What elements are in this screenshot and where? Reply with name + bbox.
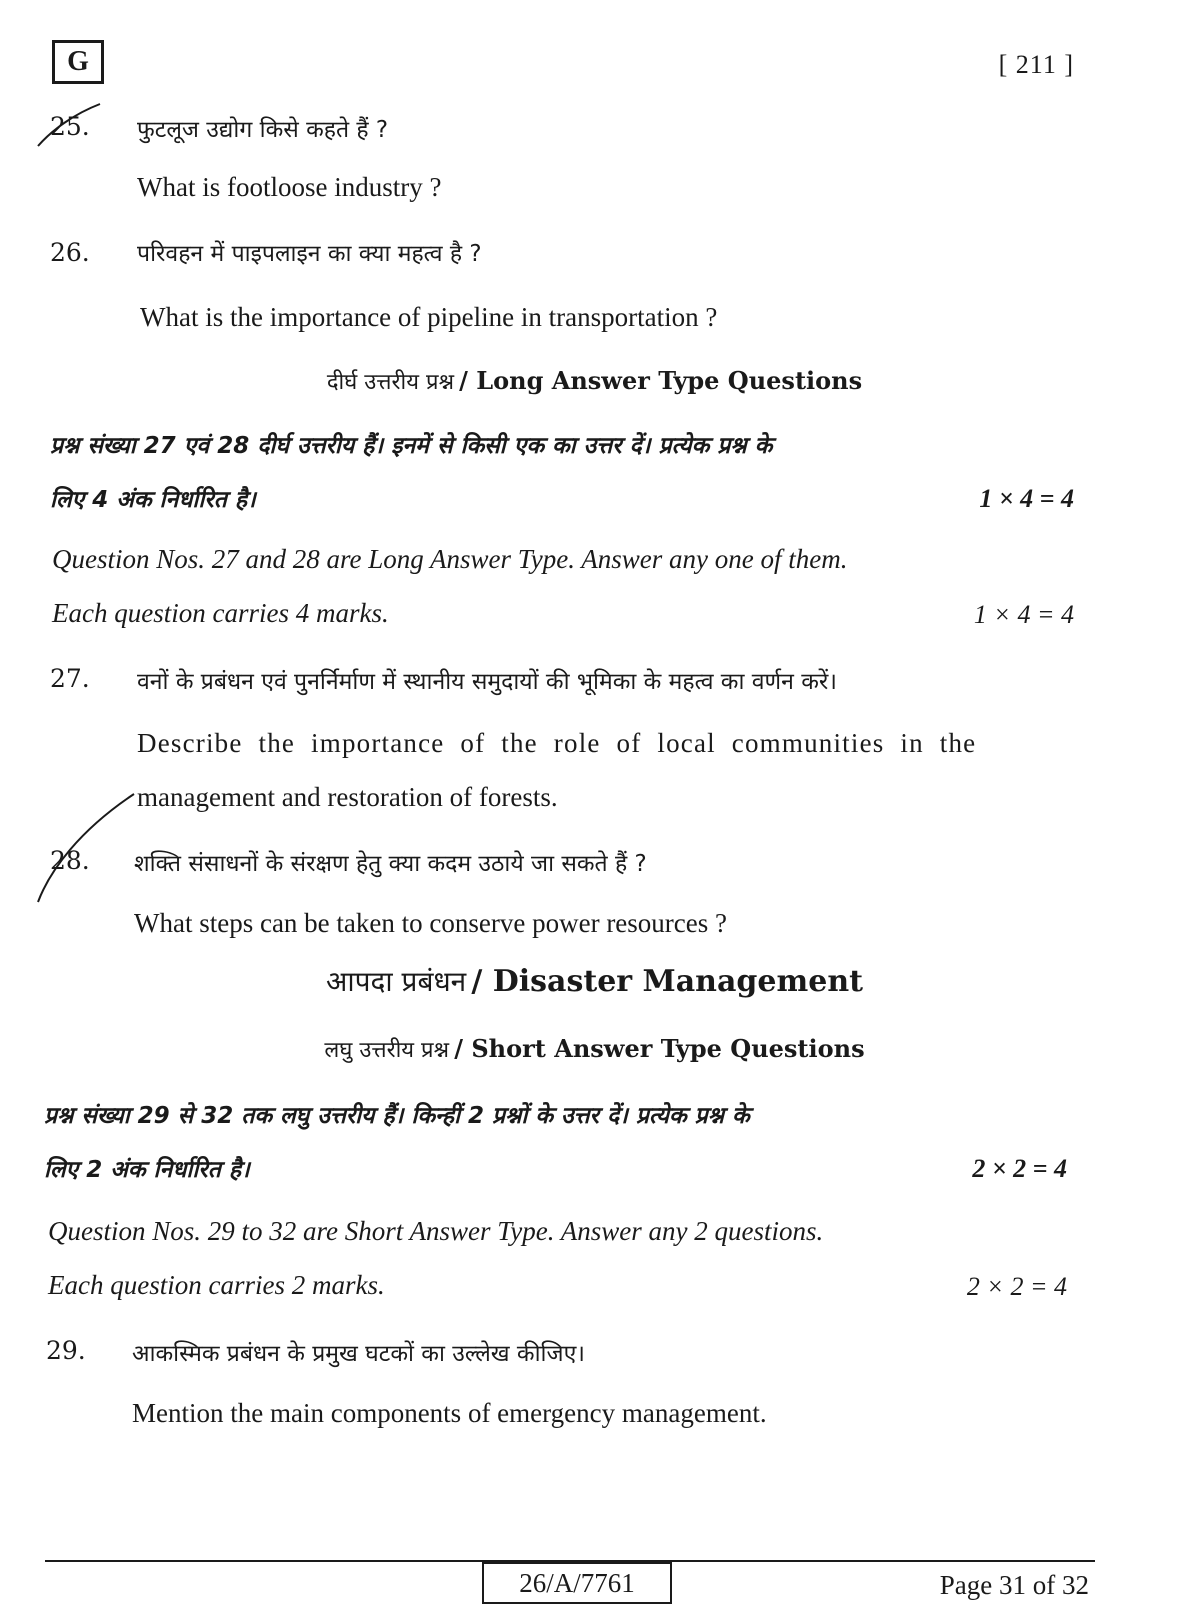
question-hindi: परिवहन में पाइपलाइन का क्या महत्व है ? xyxy=(137,241,482,267)
question-english-line1: Describe the importance of the role of local communities in the xyxy=(137,728,977,758)
instruction-english-line1: Question Nos. 27 and 28 are Long Answer Type. Answer any one of them. xyxy=(52,544,848,574)
question-number: 25. xyxy=(50,112,90,141)
question-number: 26. xyxy=(50,238,90,267)
question-english: What is footloose industry ? xyxy=(137,172,442,202)
instruction-english-line1: Question Nos. 29 to 32 are Short Answer Type. Answer any 2 questions. xyxy=(48,1216,824,1246)
pen-tick-mark xyxy=(34,100,104,150)
long-heading-hindi: दीर्घ उत्तरीय प्रश्न xyxy=(326,370,455,395)
disaster-heading-hindi: आपदा प्रबंधन xyxy=(325,965,467,998)
question-english: What steps can be taken to conserve power resources ? xyxy=(134,908,727,938)
marks-formula: 1 × 4 = 4 xyxy=(979,484,1074,513)
set-code-box: G xyxy=(52,40,104,84)
question-english: What is the importance of pipeline in transportation ? xyxy=(140,302,718,332)
instruction-hindi-line2: लिए 4 अंक निर्धारित है। xyxy=(50,487,256,513)
question-hindi: शक्ति संसाधनों के संरक्षण हेतु क्या कदम उठाये जा सकते हैं ? xyxy=(134,851,647,877)
page-number: Page 31 of 32 xyxy=(939,1570,1089,1600)
marks-formula: 2 × 2 = 4 xyxy=(966,1272,1067,1301)
short-heading-english: / Short Answer Type Questions xyxy=(454,1034,865,1063)
question-number: 28. xyxy=(50,846,90,875)
long-answer-heading xyxy=(0,366,1189,396)
question-number: 27. xyxy=(50,664,90,693)
instruction-hindi-line1: प्रश्न संख्या 29 से 32 तक लघु उत्तरीय हैं। किन्हीं 2 प्रश्नों के उत्तर दें। प्रत्येक प्रश्न के xyxy=(44,1103,750,1129)
instruction-hindi-line1: प्रश्न संख्या 27 एवं 28 दीर्घ उत्तरीय हैं। इनमें से किसी एक का उत्तर दें। प्रत्येक प्रश्न के xyxy=(50,433,773,459)
marks-formula: 2 × 2 = 4 xyxy=(972,1154,1067,1183)
instruction-hindi-line2: लिए 2 अंक निर्धारित है। xyxy=(44,1157,250,1183)
footer-paper-code: 26/A/7761 xyxy=(482,1562,672,1604)
question-hindi: वनों के प्रबंधन एवं पुनर्निर्माण में स्थानीय समुदायों की भूमिका के महत्व का वर्णन करें। xyxy=(137,669,838,695)
instruction-english-line2: Each question carries 2 marks. xyxy=(48,1270,385,1300)
question-number: 29. xyxy=(46,1336,86,1365)
marks-formula: 1 × 4 = 4 xyxy=(973,600,1074,629)
disaster-heading-english: / Disaster Management xyxy=(471,964,863,999)
paper-code: [ 211 ] xyxy=(998,50,1074,79)
question-hindi: फुटलूज उद्योग किसे कहते हैं ? xyxy=(137,117,389,143)
short-heading-hindi: लघु उत्तरीय प्रश्न xyxy=(324,1038,450,1063)
question-english-line2: management and restoration of forests. xyxy=(137,782,558,812)
instruction-english-line2: Each question carries 4 marks. xyxy=(52,598,389,628)
long-heading-english: / Long Answer Type Questions xyxy=(459,366,863,395)
question-english: Mention the main components of emergency management. xyxy=(132,1398,767,1428)
short-answer-heading xyxy=(0,1034,1189,1064)
disaster-heading xyxy=(0,962,1189,1000)
question-hindi: आकस्मिक प्रबंधन के प्रमुख घटकों का उल्लेख कीजिए। xyxy=(132,1341,586,1367)
